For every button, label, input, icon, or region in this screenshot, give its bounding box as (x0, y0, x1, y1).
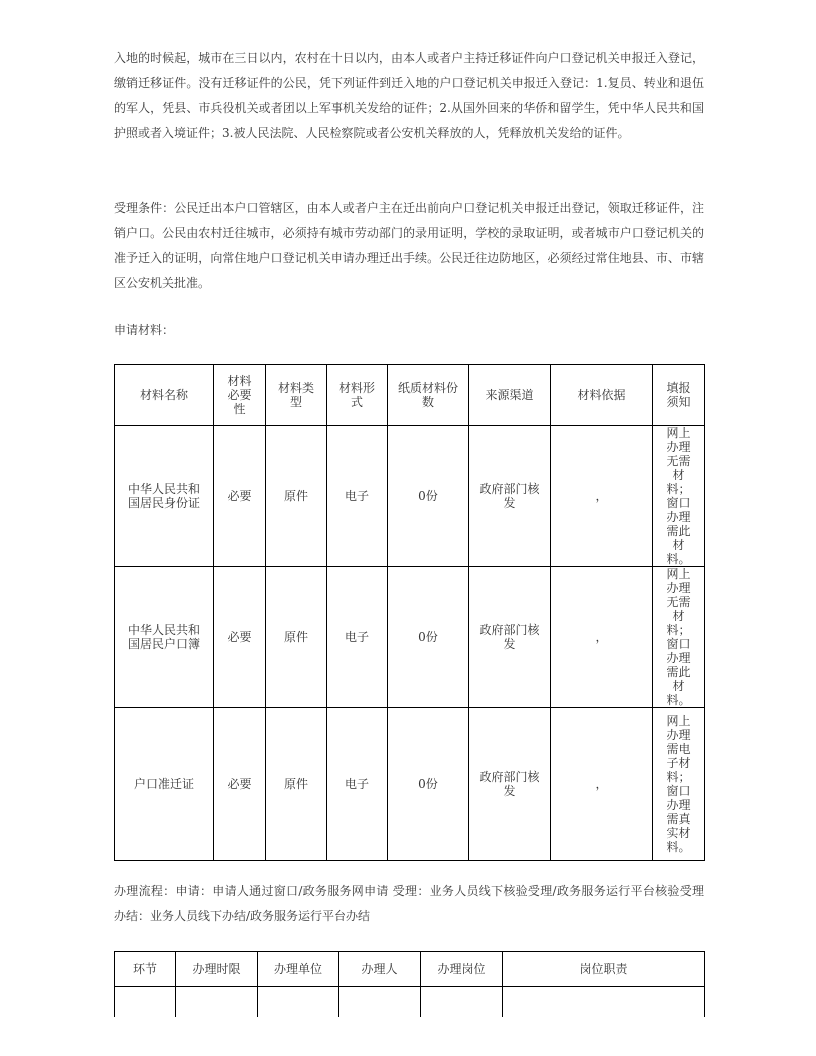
header-cell: 办理单位 (258, 952, 339, 987)
empty-cell (503, 987, 705, 1018)
table-row (115, 567, 705, 708)
empty-cell (176, 987, 258, 1018)
header-cell: 纸质材料份数 (388, 365, 469, 426)
header-cell: 材料必要性 (214, 365, 266, 426)
paper-copies: 0份 (388, 567, 469, 708)
application-materials-heading: 申请材料： (114, 323, 175, 337)
header-cell: 材料形式 (327, 365, 388, 426)
material-name: 中华人民共和国居民户口簿 (115, 567, 214, 708)
empty-cell (421, 987, 503, 1018)
acceptance-conditions-paragraph: 受理条件：公民迁出本户口管辖区，由本人或者户主在迁出前向户口登记机关申报迁出登记，领取迁移证件，注销户口。公民由农村迁往城市，必须持有城市劳动部门的录用证明，学校的录取证明，或者城市户口登记机关的准予迁入的证明，向常住地户口登记机关申请办理迁出手续。公民迁往边防地区，必须经过常住地县、市、市辖区公安机关批准。 (114, 201, 704, 290)
source-channel: 政府部门核发 (469, 708, 551, 861)
process-flow-paragraph: 办理流程：申请：申请人通过窗口/政务服务网申请 受理：业务人员线下核验受理/政务服务运行平台核验受理 办结：业务人员线下办结/政务服务运行平台办结 (114, 884, 704, 923)
paper-copies: 0份 (388, 708, 469, 861)
source-channel: 政府部门核发 (469, 426, 551, 567)
migration-registration-paragraph: 入地的时候起，城市在三日以内，农村在十日以内，由本人或者户主持迁移证件向户口登记机关申报迁入登记，缴销迁移证件。没有迁移证件的公民，凭下列证件到迁入地的户口登记机关申报迁入登记：1.复员、转业和退伍的军人，凭县、市兵役机关或者团以上军事机关发给的证件；2.从国外回来的华侨和留学生，凭中华人民共和国护照或者入境证件；3.被人民法院、人民检察院或者公安机关释放的人，凭释放机关发给的证件。 (114, 51, 704, 140)
table-header-row (115, 365, 705, 426)
table-row (115, 708, 705, 861)
table-header-row (115, 952, 705, 987)
table-row (115, 426, 705, 567)
empty-cell (115, 987, 176, 1018)
filling-notes: 网上办理无需材料；窗口办理需此材料。 (653, 567, 705, 708)
source-channel: 政府部门核发 (469, 567, 551, 708)
header-cell: 材料名称 (115, 365, 214, 426)
material-type: 原件 (266, 708, 327, 861)
table-row (115, 987, 705, 1018)
header-cell: 来源渠道 (469, 365, 551, 426)
empty-cell (339, 987, 421, 1018)
material-name: 中华人民共和国居民身份证 (115, 426, 214, 567)
filling-notes: 网上办理需电子材料；窗口办理需真实材料。 (653, 708, 705, 861)
filling-notes: 网上办理无需材料；窗口办理需此材料。 (653, 426, 705, 567)
paper-copies: 0份 (388, 426, 469, 567)
header-cell: 办理时限 (176, 952, 258, 987)
material-name: 户口准迁证 (115, 708, 214, 861)
material-basis: ， (551, 708, 653, 861)
material-basis: ， (551, 426, 653, 567)
material-form: 电子 (327, 708, 388, 861)
header-cell: 环节 (115, 952, 176, 987)
material-form: 电子 (327, 567, 388, 708)
material-necessity: 必要 (214, 567, 266, 708)
header-cell: 材料类型 (266, 365, 327, 426)
empty-cell (258, 987, 339, 1018)
header-cell: 岗位职责 (503, 952, 705, 987)
material-type: 原件 (266, 426, 327, 567)
header-cell: 填报须知 (653, 365, 705, 426)
header-cell: 办理人 (339, 952, 421, 987)
material-necessity: 必要 (214, 426, 266, 567)
header-cell: 办理岗位 (421, 952, 503, 987)
material-type: 原件 (266, 567, 327, 708)
materials-table (114, 364, 705, 861)
header-cell: 材料依据 (551, 365, 653, 426)
material-basis: ， (551, 567, 653, 708)
material-form: 电子 (327, 426, 388, 567)
material-necessity: 必要 (214, 708, 266, 861)
process-table (114, 951, 705, 1017)
